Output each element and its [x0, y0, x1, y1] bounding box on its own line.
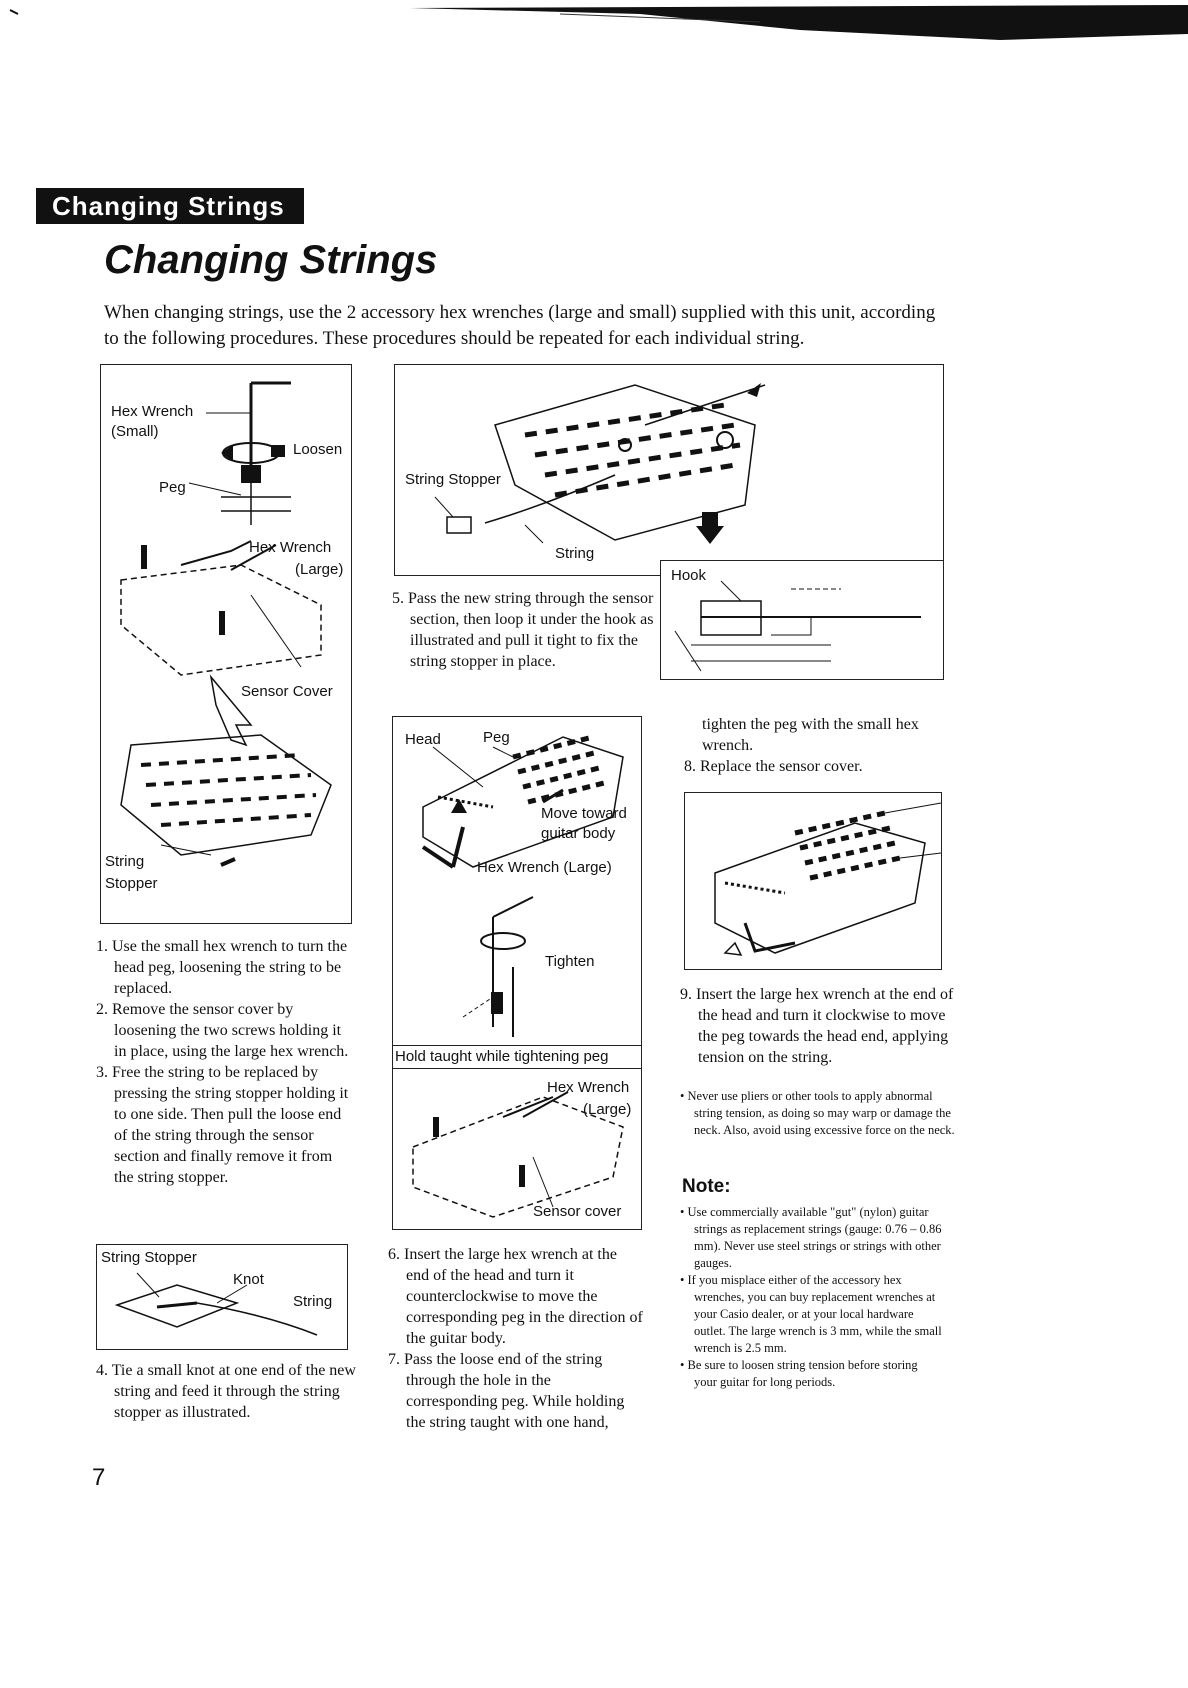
label-head: Head — [405, 731, 441, 748]
label-string: String — [555, 545, 595, 562]
note-text: Be sure to loosen string tension before storing your guitar for long periods. — [687, 1358, 918, 1389]
bullet-icon: • — [680, 1089, 688, 1103]
label-string-stopper: String Stopper — [101, 1249, 197, 1266]
figure-remove-string — [100, 364, 352, 924]
label-small: (Small) — [111, 423, 159, 440]
step-3: 3. Free the string to be replaced by pressing the string stopper holding it to one side. Then pull the loose end of the string through the sensor section and finally remove it from the string stopper. — [96, 1064, 349, 1186]
figure-tension-drawing — [685, 793, 943, 971]
top-scan-band — [0, 0, 1188, 60]
notes-list — [680, 1204, 942, 1391]
note-text: If you misplace either of the accessory hex wrenches, you can buy replacement wrenches at your Casio dealer, or at your local hardware outlet. The large wrench is 3 mm, while the small wrench is 2.5 mm. — [687, 1273, 942, 1355]
label-hook: Hook — [671, 567, 707, 584]
intro-paragraph: When changing strings, use the 2 accessory hex wrenches (large and small) supplied with this unit, according to the following procedures. These procedures should be repeated for each individual string. — [104, 302, 936, 349]
label-peg: Peg — [483, 729, 510, 746]
label-sensor-cover: Sensor Cover — [241, 683, 333, 700]
label-tighten: Tighten — [545, 953, 595, 970]
label-stopper: Stopper — [105, 875, 158, 892]
label-hex-wrench-large: Hex Wrench (Large) — [477, 859, 612, 876]
steps-right-top — [684, 714, 924, 777]
note-text: Use commercially available "gut" (nylon) guitar strings as replacement strings (gauge: 0.76 – 0.86 mm). Never use steel strings or strings with other gauges. — [687, 1205, 942, 1270]
note-item — [680, 1204, 942, 1272]
step-7: 7. Pass the loose end of the string through the hole in the corresponding peg. While holding the string taught with one hand, — [388, 1351, 625, 1431]
figure-knot — [96, 1244, 348, 1350]
step-6: 6. Insert the large hex wrench at the end of the head and turn it counterclockwise to move the corresponding peg in the direction of the guitar body. — [388, 1246, 643, 1347]
note-item — [680, 1272, 942, 1357]
note-item — [680, 1357, 942, 1391]
label-guitar-body: guitar body — [541, 825, 616, 842]
label-hex-wrench-small: Hex Wrench — [111, 403, 194, 420]
step-2: 2. Remove the sensor cover by loosening the two screws holding it in place, using the large hex wrench. — [96, 1001, 349, 1060]
figure-tension — [684, 792, 942, 970]
figure-string-stopper — [394, 364, 944, 576]
step-8: 8. Replace the sensor cover. — [684, 758, 863, 775]
step-9: 9. Insert the large hex wrench at the end of the head and turn it clockwise to move the peg towards the head end, applying tension on the string. — [680, 986, 954, 1066]
label-large: (Large) — [295, 561, 344, 578]
label-knot: Knot — [233, 1271, 264, 1288]
label-peg: Peg — [159, 479, 186, 496]
label-large: (Large) — [583, 1101, 632, 1118]
steps-mid — [388, 1244, 644, 1433]
figure-head-peg — [392, 716, 642, 1230]
label-hex-wrench-large: Hex Wrench — [249, 539, 332, 556]
warning-text — [680, 1088, 956, 1139]
label-sensor-cover: Sensor cover — [533, 1203, 622, 1220]
label-hold-taught: Hold taught while tightening peg — [393, 1045, 641, 1069]
label-move-toward: Move toward — [541, 805, 627, 822]
figure-hook — [660, 560, 944, 680]
bullet-icon: • — [680, 1358, 688, 1372]
note-heading: Note: — [682, 1176, 731, 1197]
step-4: 4. Tie a small knot at one end of the new string and feed it through the string stopper as illustrated. — [96, 1362, 356, 1421]
down-arrow-icon — [696, 508, 726, 548]
bullet-icon: • — [680, 1205, 688, 1219]
bullet-icon: • — [680, 1273, 688, 1287]
step-5: 5. Pass the new string through the sensor section, then loop it under the hook as illustrated and pull it tight to fix the string stopper in place. — [392, 590, 654, 670]
warning-body: Never use pliers or other tools to apply abnormal string tension, as doing so may warp or damage the neck. Also, avoid using excessive force on the neck. — [687, 1089, 955, 1137]
step-1: 1. Use the small hex wrench to turn the head peg, loosening the string to be replaced. — [96, 938, 348, 997]
step-7-continued: tighten the peg with the small hex wrench. — [702, 716, 919, 754]
label-string: String — [105, 853, 145, 870]
label-loosen: Loosen — [293, 441, 343, 458]
page-number: 7 — [92, 1464, 106, 1491]
section-header-tab: Changing Strings — [36, 188, 304, 224]
label-hex-wrench: Hex Wrench — [547, 1079, 630, 1096]
label-string: String — [293, 1293, 333, 1310]
steps-left — [96, 936, 352, 1188]
label-string-stopper: String Stopper — [405, 471, 501, 488]
page-title: Changing Strings — [104, 238, 438, 282]
